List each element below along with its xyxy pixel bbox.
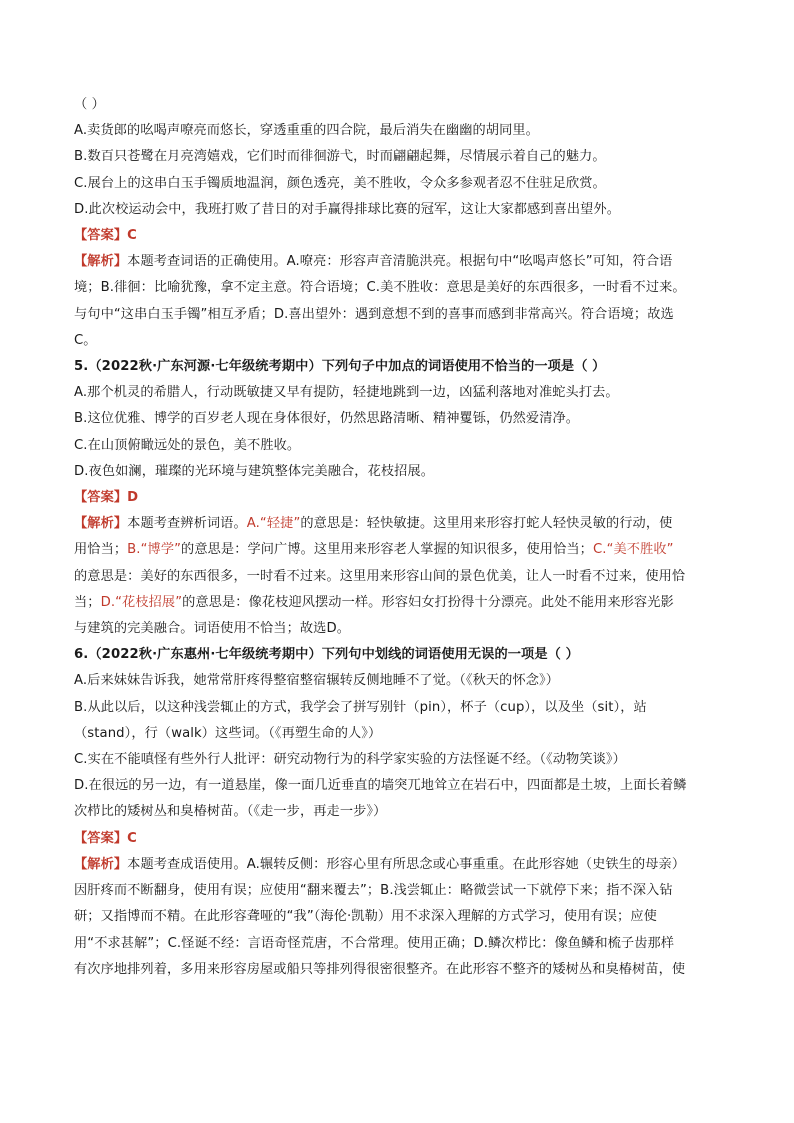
q4-option-b: B.数百只苍鹭在月亮湾嬉戏，它们时而徘徊游弋，时而翩翩起舞，尽情展示着自己的魅力。 — [74, 149, 606, 165]
q4-analysis-line-4: C。 — [74, 332, 97, 348]
q5-analysis-line-1 — [74, 511, 724, 537]
q6-line-3: （stand），行（walk）这些词。（《再塑生命的人》） — [74, 725, 382, 741]
q6-analysis-line-1 — [74, 852, 724, 878]
q6-line-5: D.在很远的另一边，有一道悬崖，像一面几近垂直的墙突兀地耸立在岩石中，四面都是土坡，上面长着鳞 — [74, 778, 687, 794]
q5-option-d: D.夜色如澜，璀璨的光环境与建筑整体完美融合，花枝招展。 — [74, 463, 435, 479]
q6-line-1: A.后来妹妹告诉我，她常常肝疼得整宿整宿辗转反侧地睡不了觉。（《秋天的怀念》） — [74, 673, 560, 689]
q4-option-c: C.展台上的这串白玉手镯质地温润，颜色透亮，美不胜收，令众多参观者忍不住驻足欣赏。 — [74, 175, 606, 191]
q5-analysis-line-3: 的意思是：美好的东西很多，一时看不过来。这里用来形容山间的景色优美，让人一时看不过来，使用恰 — [74, 568, 686, 584]
q4-stem: （ ） — [74, 97, 105, 112]
q5-analysis-line-5: 与建筑的完美融合。词语使用不恰当；故选D。 — [74, 621, 351, 637]
answer-value: C — [127, 830, 137, 846]
highlight-term: B.“博学” — [127, 542, 182, 558]
highlight-term: C.“美不胜收” — [592, 542, 674, 558]
q4-option-d: D.此次校运动会中，我班打败了昔日的对手赢得排球比赛的冠军，这让大家都感到喜出望外。 — [74, 201, 621, 217]
answer-value: D — [127, 490, 139, 506]
q4-analysis-line-3: 与句中“这串白玉手镯”相互矛盾；D.喜出望外：遇到意想不到的喜事而感到非常高兴。符合语境；故选 — [74, 306, 674, 322]
highlight-term: D.“花枝招展” — [100, 594, 183, 610]
q5-title: 5.（2022秋·广东河源·七年级统考期中）下列句子中加点的词语使用不恰当的一项是（ ） — [74, 359, 606, 375]
q5-option-b: B.这位优雅、博学的百岁老人现在身体很好，仍然思路清晰、精神矍铄，仍然爱清净。 — [74, 411, 580, 427]
analysis-text: 本题考查词语的正确使用。A.嘹亮：形容声音清脆洪亮。根据句中“吆喝声悠长”可知，符合语 — [127, 254, 673, 270]
q6-analysis-line-5: 有次序地排列着，多用来形容房屋或船只等排列得很密很整齐。在此形容不整齐的矮树丛和臭椿树苗，使 — [74, 961, 686, 977]
analysis-text: 当； — [74, 594, 101, 610]
q6-answer — [74, 826, 724, 852]
q6-title: 6.（2022秋·广东惠州·七年级统考期中）下列句中划线的词语使用无误的一项是（ ） — [74, 647, 579, 663]
q6-line-4: C.实在不能嗔怪有些外行人批评：研究动物行为的科学家实验的方法怪诞不经。（《动物笑谈》） — [74, 752, 626, 768]
q6-line-2: B.从此以后，以这种浅尝辄止的方式，我学会了拼写别针（pin），杯子（cup），以及坐（sit），站 — [74, 699, 647, 715]
analysis-text: 的意思是：像花枝迎风摆动一样。形容妇女打扮得十分漂亮。此处不能用来形容光影 — [182, 594, 674, 610]
analysis-text: 本题考查成语使用。A.辗转反侧：形容心里有所思念或心事重重。在此形容她（史铁生的母亲） — [127, 856, 686, 872]
q4-analysis-line-1 — [74, 249, 724, 275]
answer-value: C — [127, 228, 137, 244]
answer-tag: 【答案】 — [74, 228, 128, 244]
q6-analysis-line-3: 研；又指博而不精。在此形容聋哑的“我”（海伦·凯勒）用不求深入理解的方式学习，使用有误；应使 — [74, 909, 657, 925]
analysis-text: 的意思是：学问广博。这里用来形容老人掌握的知识很多，使用恰当； — [181, 542, 593, 558]
q5-analysis-line-4 — [74, 590, 724, 616]
q5-option-a: A.那个机灵的希腊人，行动既敏捷又早有提防，轻捷地跳到一边，凶猛利落地对准蛇头打去。 — [74, 385, 619, 401]
q5-option-c: C.在山顶俯瞰远处的景色，美不胜收。 — [74, 437, 301, 453]
q4-option-a: A.卖货郎的吆喝声嘹亮而悠长，穿透重重的四合院，最后消失在幽幽的胡同里。 — [74, 123, 539, 139]
analysis-tag: 【解析】 — [74, 254, 128, 270]
q6-analysis-line-2: 因肝疼而不断翻身，使用有误；应使用“翻来覆去”；B.浅尝辄止：略微尝试一下就停下来；指不深入钻 — [74, 883, 673, 899]
analysis-text: 本题考查辨析词语。 — [127, 516, 247, 532]
answer-tag: 【答案】 — [74, 490, 128, 506]
analysis-tag: 【解析】 — [74, 856, 128, 872]
q6-analysis-line-4: 用“不求甚解”；C.怪诞不经：言语奇怪荒唐，不合常理。使用正确；D.鳞次栉比：像鱼鳞和梳子齿那样 — [74, 935, 675, 951]
q5-answer — [74, 485, 724, 511]
q5-analysis-line-2 — [74, 537, 724, 563]
q4-answer — [74, 223, 724, 249]
answer-tag: 【答案】 — [74, 830, 128, 846]
analysis-text: 的意思是：轻快敏捷。这里用来形容打蛇人轻快灵敏的行动，使 — [300, 516, 673, 532]
document-content — [74, 92, 724, 983]
analysis-tag: 【解析】 — [74, 516, 128, 532]
analysis-text: 用恰当； — [74, 542, 128, 558]
q6-line-6: 次栉比的矮树丛和臭椿树苗。（《走一步，再走一步》） — [74, 804, 387, 820]
q4-analysis-line-2: 境；B.徘徊：比喻犹豫，拿不定主意。符合语境；C.美不胜收：意思是美好的东西很多，一时看不过来。 — [74, 280, 686, 296]
highlight-term: A.“轻捷” — [246, 516, 301, 532]
